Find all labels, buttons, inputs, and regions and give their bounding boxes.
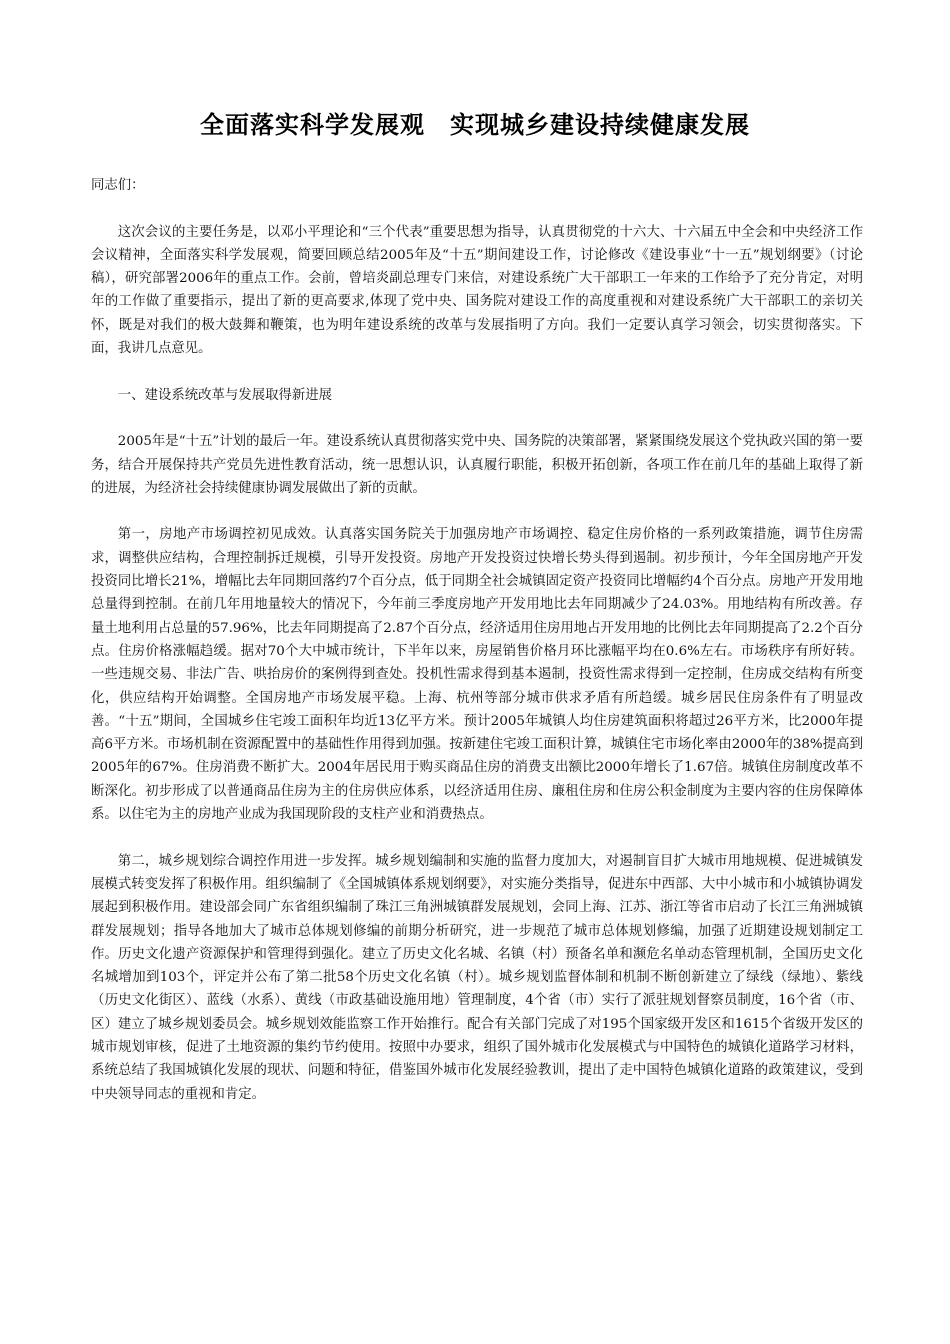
paragraph-overview-2005: 2005年是“十五”计划的最后一年。建设系统认真贯彻落实党中央、国务院的决策部署，紧紧围绕发展这个党执政兴国的第一要务，结合开展保持共产党员先进性教育活动，统一思想认识，认真履行职能，积极开拓创新，各项工作在前几年的基础上取得了新的进展，为经济社会持续健康协调发展做出了新的贡献。 — [91, 434, 863, 496]
paragraph-intro: 这次会议的主要任务是，以邓小平理论和“三个代表”重要思想为指导，认真贯彻党的十六大、十六届五中全会和中央经济工作会议精神，全面落实科学发展观，简要回顾总结2005年及“十五”期间建设工作，讨论修改《建设事业“十一五”规划纲要》（讨论稿），研究部署2006年的重点工作。会前，曾培炎副总理专门来信，对建设系统广大干部职工一年来的工作给予了充分肯定，对明年的工作做了重要指示，提出了新的更高要求,体现了党中央、国务院对建设工作的高度重视和对建设系统广大干部职工的亲切关怀，既是对我们的极大鼓舞和鞭策，也为明年建设系统的改革与发展指明了方向。我们一定要认真学习领会，切实贯彻落实。下面，我讲几点意见。 — [91, 224, 863, 357]
salutation: 同志们： — [91, 178, 145, 193]
paragraph-real-estate: 第一，房地产市场调控初见成效。认真落实国务院关于加强房地产市场调控、稳定住房价格的一系列政策措施，调节住房需求，调整供应结构，合理控制拆迁规模，引导开发投资。房地产开发投资过快增长势头得到遏制。初步预计，今年全国房地产开发投资同比增长21%，增幅比去年同期回落约7个百分点，低于同期全社会城镇固定资产投资同比增幅约4个百分点。房地产开发用地总量得到控制。在前几年用地量较大的情况下，今年前三季度房地产开发用地比去年同期减少了24.03%。用地结构有所改善。存量土地利用占总量的57.96%，比去年同期提高了2.87个百分点，经济适用住房用地占开发用地的比例比去年同期提高了2.2个百分点。住房价格涨幅趋缓。据对70个大中城市统计，下半年以来，房屋销售价格月环比涨幅平均在0.6%左右。市场秩序有所好转。一些违规交易、非法广告、哄抬房价的案例得到查处。投机性需求得到基本遏制，投资性需求得到一定控制，住房成交结构有所变化，供应结构开始调整。全国房地产市场发展平稳。上海、杭州等部分城市供求矛盾有所趋缓。城乡居民住房条件有了明显改善。“十五”期间，全国城乡住宅竣工面积年均近13亿平方米。预计2005年城镇人均住房建筑面积将超过26平方米，比2000年提高6平方米。市场机制在资源配置中的基础性作用得到加强。按新建住宅竣工面积计算，城镇住宅市场化率由2000年的38%提高到2005年的67%。住房消费不断扩大。2004年居民用于购买商品住房的消费支出额比2000年增长了1.67倍。城镇住房制度改革不断深化。初步形成了以普通商品住房为主的住房供应体系，以经济适用住房、廉租住房和住房公积金制度为主要内容的住房保障体系。以住宅为主的房地产业成为我国现阶段的支柱产业和消费热点。 — [91, 527, 863, 823]
document-title: 全面落实科学发展观 实现城乡建设持续健康发展 — [200, 111, 750, 139]
document-body — [91, 174, 863, 1129]
section-heading-1: 一、建设系统改革与发展取得新进展 — [117, 387, 333, 403]
paragraph-urban-planning: 第二，城乡规划综合调控作用进一步发挥。城乡规划编制和实施的监督力度加大，对遏制盲目扩大城市用地规模、促进城镇发展模式转变发挥了积极作用。组织编制了《全国城镇体系规划纲要》，对实施分类指导，促进东中西部、大中小城市和小城镇协调发展起到积极作用。建设部会同广东省组织编制了珠江三角洲城镇群发展规划，会同上海、江苏、浙江等省市启动了长江三角洲城镇群发展规划；指导各地加大了城市总体规划修编的前期分析研究，进一步规范了城市总体规划修编，加强了近期建设规划制定工作。历史文化遗产资源保护和管理得到强化。建立了历史文化名城、名镇（村）预备名单和濒危名单动态管理机制，全国历史文化名城增加到103个，评定并公布了第二批58个历史文化名镇（村）。城乡规划监督体制和机制不断创新建立了绿线（绿地）、紫线（历史文化街区）、蓝线（水系）、黄线（市政基础设施用地）管理制度，4个省（市）实行了派驻规划督察员制度，16个省（市、区）建立了城乡规划委员会。城乡规划效能监察工作开始推行。配合有关部门完成了对195个国家级开发区和1615个省级开发区的城市规划审核，促进了土地资源的集约节约使用。按照中办要求，组织了国外城市化发展模式与中国特色的城镇化道路学习材料，系统总结了我国城镇化发展的现状、问题和特征，借鉴国外城市化发展经验教训，提出了走中国特色城镇化道路的政策建议，受到中央领导同志的重视和肯定。 — [91, 853, 863, 1102]
